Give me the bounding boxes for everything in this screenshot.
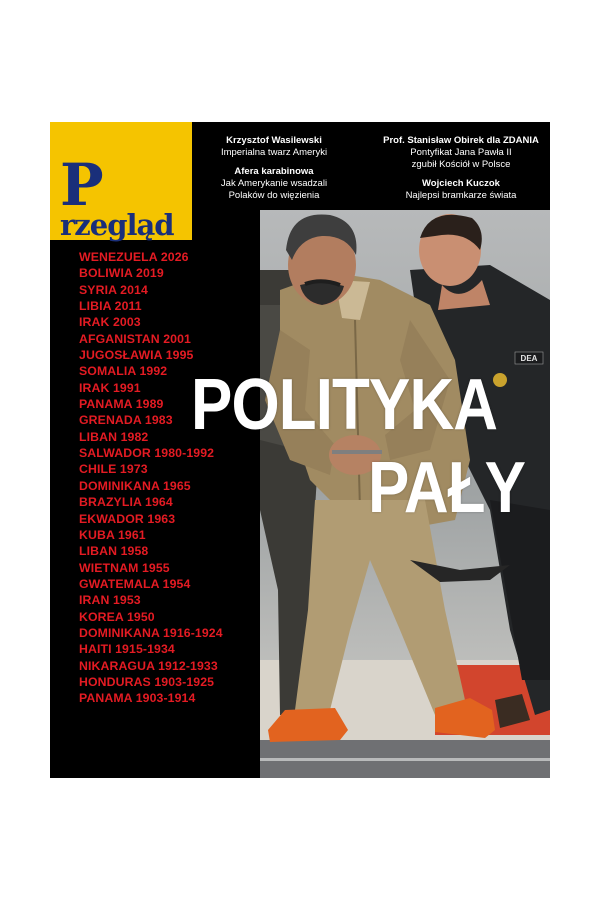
teaser-article: [194, 135, 354, 159]
intervention-item: HAITI 1915-1934: [79, 642, 175, 657]
logo-rest: rzegląd: [60, 208, 174, 242]
teaser-author-suffix: dla ZDANIA: [486, 135, 539, 146]
logo-initial: P: [60, 151, 103, 219]
intervention-item: GRENADA 1983: [79, 413, 173, 428]
teaser-title: Jak Amerykanie wsadzali: [220, 178, 328, 189]
intervention-item: LIBAN 1958: [79, 544, 149, 559]
dea-patch-text: DEA: [520, 354, 538, 363]
logo-wordmark: [60, 150, 192, 242]
teaser-title: Najlepsi bramkarze świata: [405, 190, 517, 201]
teaser-title: Imperialna twarz Ameryki: [220, 147, 328, 158]
headline-line-1: POLITYKA: [191, 365, 498, 445]
teaser-author: Prof. Stanisław Obirek: [383, 135, 484, 146]
intervention-item: PANAMA 1903-1914: [79, 691, 196, 706]
intervention-item: HONDURAS 1903-1925: [79, 674, 215, 689]
magazine-cover: [50, 122, 550, 778]
teaser-article: [372, 135, 550, 171]
intervention-item: CHILE 1973: [79, 462, 148, 477]
teaser-author-line: [372, 135, 550, 147]
intervention-item: IRAK 2003: [79, 315, 141, 330]
intervention-item: WENEZUELA 2026: [79, 250, 189, 264]
intervention-item: GWATEMALA 1954: [79, 576, 191, 591]
magazine-logo: [50, 122, 192, 240]
intervention-item: AFGANISTAN 2001: [79, 331, 191, 346]
interventions-list: [79, 249, 223, 707]
intervention-item: PANAMA 1989: [79, 397, 164, 412]
intervention-item: NIKARAGUA 1912-1933: [79, 658, 218, 673]
intervention-item: JUGOSŁAWIA 1995: [79, 348, 194, 363]
intervention-item: LIBIA 2011: [79, 299, 142, 314]
intervention-item: KUBA 1961: [79, 527, 146, 542]
intervention-item: IRAN 1953: [79, 593, 141, 608]
teaser-title: Pontyfikat Jana Pawła II: [410, 147, 512, 158]
intervention-item: KOREA 1950: [79, 609, 155, 624]
headline-line-2: PAŁY: [368, 448, 526, 528]
teaser-article: [372, 178, 550, 202]
teaser-block: [192, 122, 550, 212]
intervention-item: IRAK 1991: [79, 380, 141, 395]
intervention-item: DOMINIKANA 1916-1924: [79, 625, 223, 640]
intervention-item: SOMALIA 1992: [79, 364, 168, 379]
teaser-author: Afera karabinowa: [234, 166, 314, 177]
teaser-author: Krzysztof Wasilewski: [226, 135, 322, 146]
intervention-item: LIBAN 1982: [79, 429, 149, 444]
intervention-item: SYRIA 2014: [79, 282, 148, 297]
teaser-title-cont: Polaków do więzienia: [228, 190, 320, 201]
teaser-title-cont: zgubił Kościół w Polsce: [411, 159, 511, 170]
intervention-item: SALWADOR 1980-1992: [79, 446, 215, 461]
teaser-article: [194, 166, 354, 202]
intervention-item: DOMINIKANA 1965: [79, 478, 191, 493]
intervention-item: BRAZYLIA 1964: [79, 495, 173, 510]
intervention-item: BOLIWIA 2019: [79, 266, 164, 281]
intervention-item: EKWADOR 1963: [79, 511, 176, 526]
teaser-author: Wojciech Kuczok: [422, 178, 500, 189]
intervention-item: WIETNAM 1955: [79, 560, 170, 575]
